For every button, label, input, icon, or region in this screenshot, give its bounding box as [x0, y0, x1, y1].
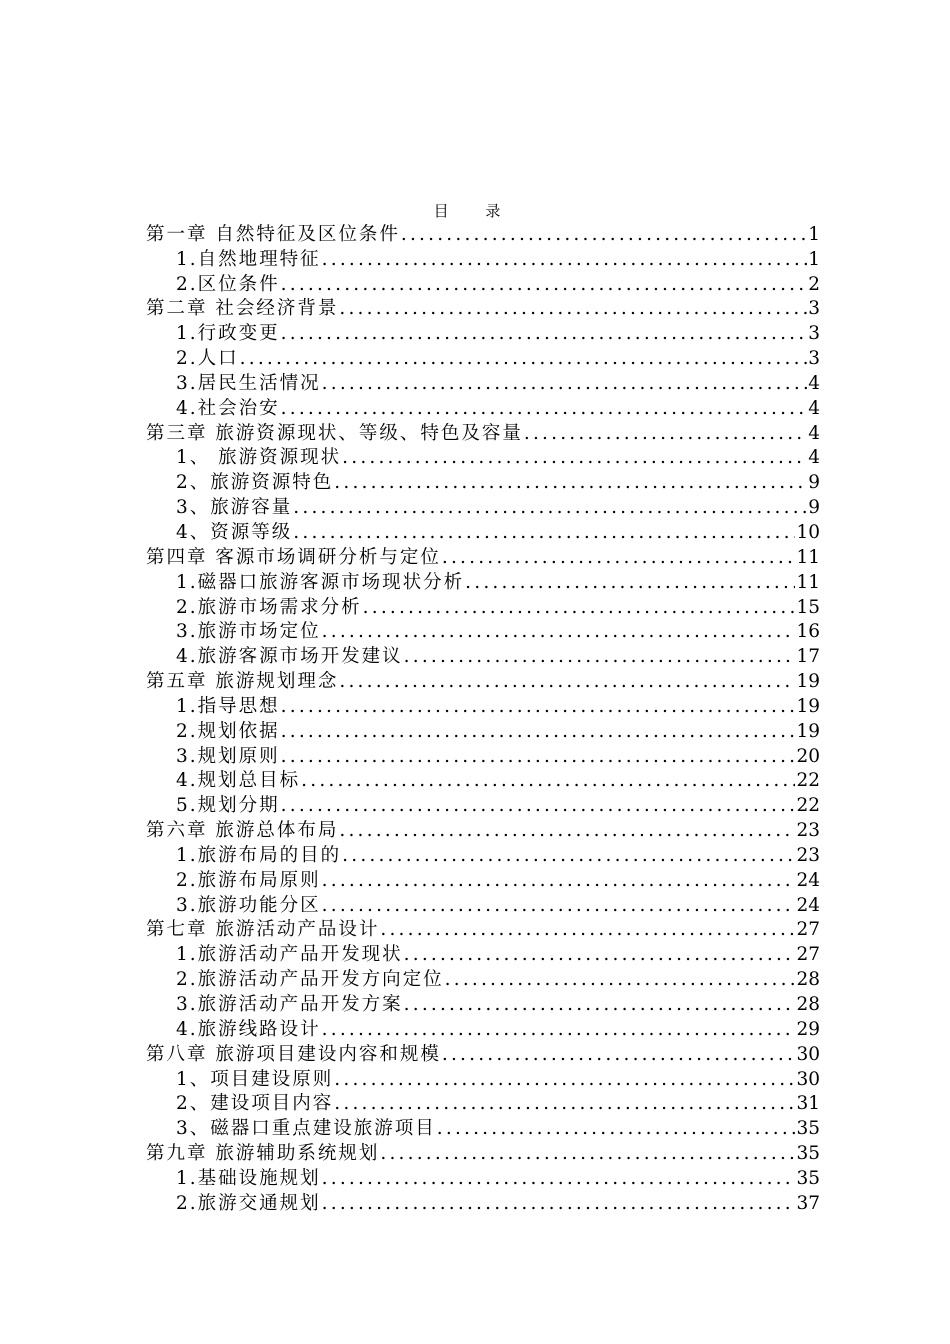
- toc-section-entry[interactable]: [146, 570, 820, 595]
- toc-dot-leader: [342, 844, 795, 868]
- toc-section-entry[interactable]: [146, 247, 820, 272]
- toc-entry-label: 3.规划原则: [176, 745, 280, 767]
- toc-dot-leader: [281, 273, 808, 297]
- toc-title: 目 录: [433, 202, 517, 220]
- toc-entry-label: 2、旅游资源特色: [176, 472, 334, 494]
- toc-dot-leader: [281, 322, 808, 346]
- toc-dot-leader: [293, 521, 795, 545]
- toc-section-entry[interactable]: [146, 843, 820, 868]
- toc-chapter-entry[interactable]: [146, 297, 820, 322]
- toc-section-entry[interactable]: [146, 470, 820, 495]
- toc-page-number: 22: [796, 770, 820, 792]
- toc-chapter-entry[interactable]: [146, 545, 820, 570]
- toc-section-entry[interactable]: [146, 992, 820, 1017]
- toc-page-number: 19: [796, 671, 820, 693]
- toc-dot-leader: [465, 571, 795, 595]
- toc-entry-label: 4.规划总目标: [176, 770, 301, 792]
- toc-dot-leader: [301, 769, 795, 793]
- toc-page-number: 3: [808, 348, 820, 370]
- toc-entry-label: 2.旅游市场需求分析: [176, 596, 362, 618]
- toc-chapter-entry[interactable]: [146, 1141, 820, 1166]
- toc-chapter-entry[interactable]: [146, 1042, 820, 1067]
- toc-entry-label: 2、建设项目内容: [176, 1093, 334, 1115]
- toc-entry-label: 3.旅游市场定位: [176, 621, 321, 643]
- toc-entry-label: 4.社会治安: [176, 397, 280, 419]
- toc-dot-leader: [322, 894, 796, 918]
- toc-dot-leader: [339, 670, 795, 694]
- toc-dot-leader: [322, 1018, 796, 1042]
- toc-page-number: 19: [796, 720, 820, 742]
- toc-entry-label: 2.人口: [176, 348, 239, 370]
- toc-section-entry[interactable]: [146, 793, 820, 818]
- toc-section-entry[interactable]: [146, 744, 820, 769]
- toc-page-number: 11: [796, 571, 820, 593]
- toc-section-entry[interactable]: [146, 868, 820, 893]
- toc-dot-leader: [322, 620, 796, 644]
- toc-entry-label: 第九章 旅游辅助系统规划: [146, 1143, 380, 1165]
- toc-page-number: 22: [796, 795, 820, 817]
- table-of-contents: [146, 222, 820, 1216]
- toc-dot-leader: [281, 794, 796, 818]
- toc-entry-label: 第二章 社会经济背景: [146, 298, 339, 320]
- toc-page-number: 35: [796, 1118, 820, 1140]
- toc-section-entry[interactable]: [146, 769, 820, 794]
- toc-entry-label: 4.旅游线路设计: [176, 1018, 321, 1040]
- toc-dot-leader: [281, 397, 808, 421]
- toc-section-entry[interactable]: [146, 446, 820, 471]
- toc-dot-leader: [322, 1167, 796, 1191]
- toc-page-number: 31: [796, 1093, 820, 1115]
- toc-dot-leader: [380, 918, 795, 942]
- toc-dot-leader: [404, 943, 796, 967]
- toc-page-number: 29: [796, 1018, 820, 1040]
- toc-page-number: 27: [796, 919, 820, 941]
- toc-entry-label: 第一章 自然特征及区位条件: [146, 223, 400, 245]
- toc-section-entry[interactable]: [146, 620, 820, 645]
- toc-page-number: 30: [796, 1068, 820, 1090]
- toc-section-entry[interactable]: [146, 396, 820, 421]
- toc-entry-label: 3.旅游活动产品开发方案: [176, 994, 403, 1015]
- toc-entry-label: 1.指导思想: [176, 695, 280, 717]
- toc-dot-leader: [322, 1192, 796, 1216]
- toc-page-number: 11: [796, 546, 820, 568]
- toc-page-number: 24: [796, 869, 820, 891]
- toc-chapter-entry[interactable]: [146, 421, 820, 446]
- toc-dot-leader: [322, 248, 808, 272]
- toc-page-number: 3: [808, 298, 820, 320]
- toc-dot-leader: [322, 372, 808, 396]
- toc-entry-label: 1.旅游活动产品开发现状: [176, 944, 403, 966]
- toc-dot-leader: [445, 968, 796, 992]
- toc-dot-leader: [334, 1068, 795, 1092]
- toc-section-entry[interactable]: [146, 893, 820, 918]
- toc-dot-leader: [281, 745, 796, 769]
- toc-page-number: 16: [796, 621, 820, 643]
- toc-page-number: 10: [796, 521, 820, 543]
- toc-section-entry[interactable]: [146, 595, 820, 620]
- toc-entry-label: 1.基础设施规划: [176, 1167, 321, 1189]
- toc-entry-label: 第八章 旅游项目建设内容和规模: [146, 1043, 441, 1065]
- toc-page-number: 30: [796, 1043, 820, 1065]
- toc-dot-leader: [401, 223, 807, 247]
- toc-dot-leader: [293, 496, 807, 520]
- toc-section-entry[interactable]: [146, 942, 820, 967]
- toc-page-number: 35: [796, 1167, 820, 1189]
- toc-entry-label: 1、项目建设原则: [176, 1068, 334, 1090]
- toc-entry-label: 3.居民生活情况: [176, 372, 321, 394]
- toc-entry-label: 5.规划分期: [176, 795, 280, 817]
- toc-page-number: 9: [808, 497, 820, 519]
- toc-chapter-entry[interactable]: [146, 818, 820, 843]
- toc-dot-leader: [442, 1043, 796, 1067]
- toc-section-entry[interactable]: [146, 346, 820, 371]
- toc-section-entry[interactable]: [146, 1116, 820, 1141]
- toc-entry-label: 第五章 旅游规划理念: [146, 671, 339, 693]
- toc-entry-label: 2.旅游交通规划: [176, 1192, 321, 1214]
- toc-dot-leader: [524, 422, 807, 446]
- toc-chapter-entry[interactable]: [146, 222, 820, 247]
- toc-dot-leader: [339, 297, 807, 321]
- toc-page-number: 1: [808, 223, 820, 245]
- toc-page-number: 9: [808, 472, 820, 494]
- toc-chapter-entry[interactable]: [146, 918, 820, 943]
- toc-page-number: 23: [796, 844, 820, 866]
- toc-entry-label: 2.旅游布局原则: [176, 869, 321, 891]
- toc-entry-label: 3、旅游容量: [176, 497, 293, 519]
- toc-entry-label: 1、 旅游资源现状: [176, 447, 342, 469]
- toc-section-entry[interactable]: [146, 1191, 820, 1216]
- toc-page-number: 15: [796, 596, 820, 618]
- toc-section-entry[interactable]: [146, 644, 820, 669]
- toc-dot-leader: [281, 720, 796, 744]
- toc-entry-label: 第三章 旅游资源现状、等级、特色及容量: [146, 422, 523, 444]
- toc-entry-label: 2.区位条件: [176, 273, 280, 295]
- toc-entry-label: 4.旅游客源市场开发建议: [176, 646, 403, 668]
- toc-section-entry[interactable]: [146, 321, 820, 346]
- toc-entry-label: 4、资源等级: [176, 521, 293, 543]
- toc-entry-label: 第四章 客源市场调研分析与定位: [146, 546, 441, 568]
- toc-page-number: 17: [796, 646, 820, 668]
- toc-dot-leader: [404, 645, 796, 669]
- toc-entry-label: 1.磁器口旅游客源市场现状分析: [176, 571, 465, 593]
- toc-page-number: 37: [796, 1192, 820, 1214]
- toc-dot-leader: [342, 446, 807, 470]
- toc-dot-leader: [437, 1117, 796, 1141]
- toc-page-number: 2: [808, 273, 820, 295]
- toc-section-entry[interactable]: [146, 1166, 820, 1191]
- toc-dot-leader: [363, 596, 796, 620]
- toc-page-number: 27: [796, 944, 820, 966]
- toc-entry-label: 3、磁器口重点建设旅游项目: [176, 1118, 436, 1140]
- toc-section-entry[interactable]: [146, 967, 820, 992]
- toc-page-number: 28: [796, 994, 820, 1015]
- toc-page-number: 4: [808, 372, 820, 394]
- toc-section-entry[interactable]: [146, 1092, 820, 1117]
- toc-page-number: 24: [796, 894, 820, 916]
- toc-page-number: 1: [808, 248, 820, 270]
- toc-entry-label: 1.行政变更: [176, 323, 280, 345]
- toc-page-number: 3: [808, 323, 820, 345]
- toc-section-entry[interactable]: [146, 694, 820, 719]
- toc-entry-label: 第六章 旅游总体布局: [146, 820, 339, 842]
- toc-page-number: 4: [808, 397, 820, 419]
- toc-section-entry[interactable]: [146, 520, 820, 545]
- toc-entry-label: 1.自然地理特征: [176, 248, 321, 270]
- toc-dot-leader: [404, 993, 796, 1017]
- toc-section-entry[interactable]: [146, 272, 820, 297]
- toc-page-number: 20: [796, 745, 820, 767]
- toc-page-number: 35: [796, 1143, 820, 1165]
- toc-dot-leader: [339, 819, 795, 843]
- toc-dot-leader: [380, 1142, 795, 1166]
- toc-chapter-entry[interactable]: [146, 669, 820, 694]
- toc-entry-label: 1.旅游布局的目的: [176, 844, 342, 866]
- toc-page-number: 4: [808, 422, 820, 444]
- toc-dot-leader: [442, 546, 796, 570]
- toc-entry-label: 2.旅游活动产品开发方向定位: [176, 969, 444, 991]
- toc-page-number: 4: [808, 447, 820, 469]
- toc-entry-label: 2.规划依据: [176, 720, 280, 742]
- toc-section-entry[interactable]: [146, 1067, 820, 1092]
- toc-section-entry[interactable]: [146, 371, 820, 396]
- toc-section-entry[interactable]: [146, 495, 820, 520]
- toc-entry-label: 第七章 旅游活动产品设计: [146, 919, 380, 941]
- toc-page-number: 28: [796, 969, 820, 991]
- toc-dot-leader: [334, 1092, 795, 1116]
- toc-dot-leader: [322, 869, 796, 893]
- toc-entry-label: 3.旅游功能分区: [176, 894, 321, 916]
- toc-page-number: 19: [796, 695, 820, 717]
- toc-section-entry[interactable]: [146, 719, 820, 744]
- toc-dot-leader: [281, 695, 796, 719]
- toc-dot-leader: [240, 347, 808, 371]
- toc-section-entry[interactable]: [146, 1017, 820, 1042]
- toc-page-number: 23: [796, 820, 820, 842]
- toc-dot-leader: [334, 471, 807, 495]
